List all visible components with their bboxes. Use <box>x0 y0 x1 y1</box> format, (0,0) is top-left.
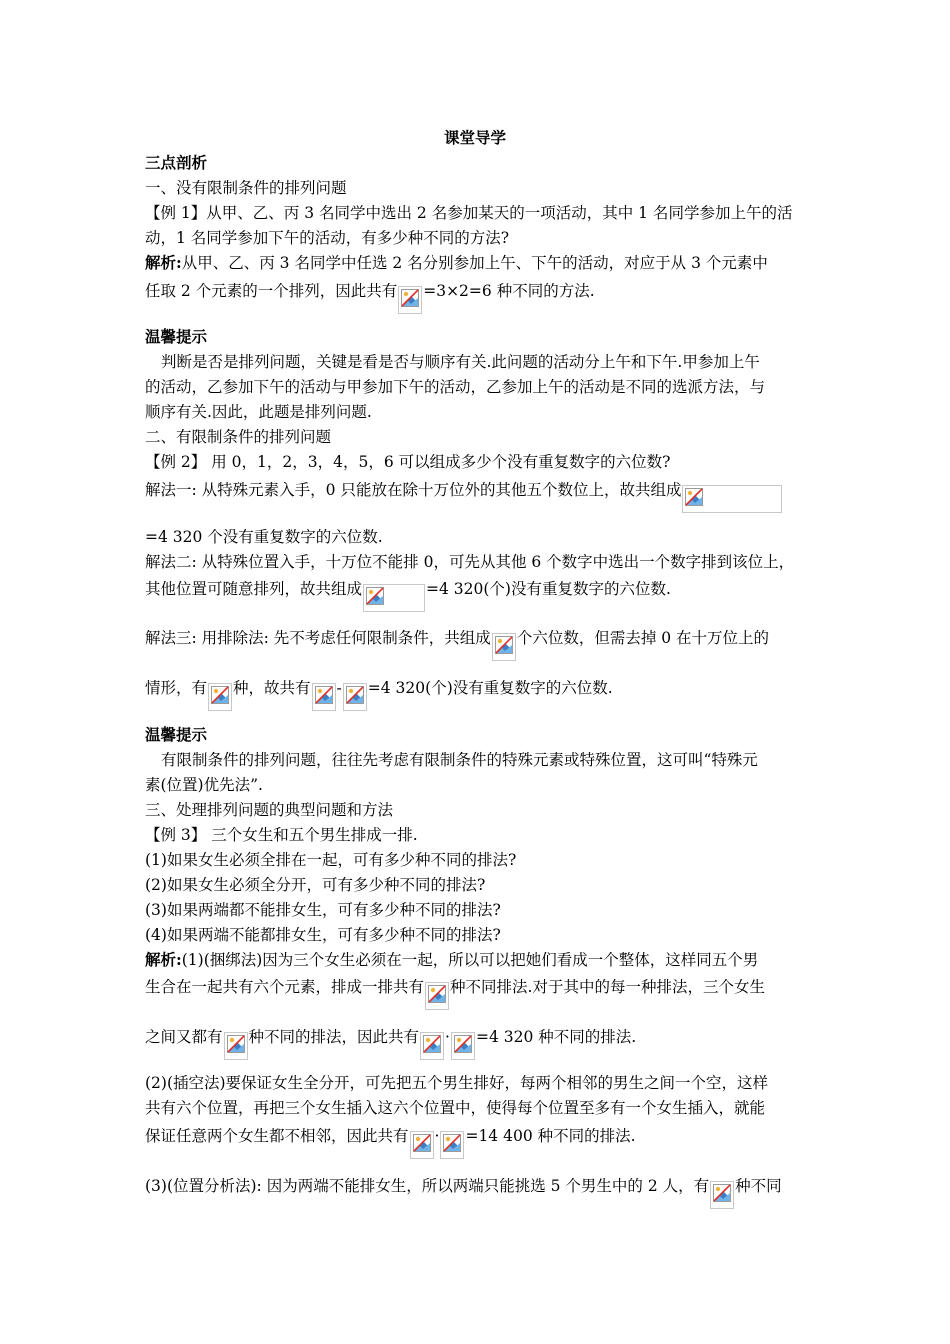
broken-image-icon <box>425 982 449 1010</box>
broken-image-icon <box>398 286 422 314</box>
solution-label: 解析: <box>145 950 182 969</box>
example-1-solution-line-1: 解析:从甲、乙、丙 3 名同学中任选 2 名分别参加上午、下午的活动，对应于从 3 个元素中 <box>145 253 768 272</box>
broken-image-icon <box>420 1032 444 1060</box>
broken-image-icon <box>343 683 367 711</box>
broken-image-icon <box>410 1131 434 1159</box>
method-3-line-2: 情形，有 种，故共有 - =4 320(个)没有重复数字的六位数. <box>145 678 613 711</box>
page-title: 课堂导学 <box>443 128 506 147</box>
solution-2-line-2: 共有六个位置，再把三个女生插入这六个位置中，使得每个位置至多有一个女生插入，就能 <box>145 1099 766 1117</box>
solution-label: 解析: <box>145 253 182 272</box>
broken-image-icon <box>492 633 516 661</box>
example-1-line-2: 动，1 名同学参加下午的活动，有多少种不同的方法? <box>145 229 510 247</box>
example-1-solution-line-2: 任取 2 个元素的一个排列，因此共有 =3×2=6 种不同的方法. <box>145 281 595 314</box>
question-1: (1)如果女生必须全排在一起，可有多少种不同的排法? <box>145 851 517 869</box>
solution-1-line-3: 之间又都有 种不同的排法，因此共有 · =4 320 种不同的排法. <box>145 1027 636 1060</box>
solution-1-line-1: 解析:(1)(捆绑法)因为三个女生必须在一起，所以可以把她们看成一个整体，这样同五个男 <box>145 950 759 969</box>
broken-image-icon <box>710 1181 734 1209</box>
tip-heading-2: 温馨提示 <box>145 725 208 744</box>
section-heading-sandian: 三点剖析 <box>145 153 208 172</box>
solution-2-line-1: (2)(插空法)要保证女生全分开，可先把五个男生排好，每两个相邻的男生之间一个空，这样 <box>145 1074 769 1092</box>
tip-heading-1: 温馨提示 <box>145 327 208 346</box>
method-1-line-1: 解法一: 从特殊元素入手，0 只能放在除十万位外的其他五个数位上，故共组成 <box>145 480 783 513</box>
section-heading-3: 三、处理排列问题的典型问题和方法 <box>145 801 394 819</box>
method-2-line-1: 解法二: 从特殊位置入手，十万位不能排 0，可先从其他 6 个数字中选出一个数字排到该位上， <box>145 553 795 571</box>
tip-1-line-3: 顺序有关.因此，此题是排列问题. <box>145 403 372 421</box>
broken-image-icon <box>682 485 782 513</box>
broken-image-icon <box>451 1032 475 1060</box>
solution-3-line-1: (3)(位置分析法): 因为两端不能排女生，所以两端只能挑选 5 个男生中的 2 人，有 种不同 <box>145 1176 782 1209</box>
question-3: (3)如果两端都不能排女生，可有多少种不同的排法? <box>145 901 501 919</box>
tip-1-line-2: 的活动，乙参加下午的活动与甲参加下午的活动，乙参加上午的活动是不同的选派方法，与 <box>145 378 766 396</box>
broken-image-icon <box>312 683 336 711</box>
section-heading-2: 二、有限制条件的排列问题 <box>145 428 332 446</box>
broken-image-icon <box>440 1131 464 1159</box>
example-1-line-1: 【例 1】从甲、乙、丙 3 名同学中选出 2 名参加某天的一项活动，其中 1 名同学参加上午的活 <box>145 204 793 222</box>
tip-1-line-1: 判断是否是排列问题，关键是看是否与顺序有关.此问题的活动分上午和下午.甲参加上午 <box>161 353 760 371</box>
broken-image-icon <box>224 1032 248 1060</box>
solution-2-line-3: 保证任意两个女生都不相邻，因此共有 · =14 400 种不同的排法. <box>145 1126 636 1159</box>
question-4: (4)如果两端不能都排女生，可有多少种不同的排法? <box>145 926 501 944</box>
example-2: 【例 2】 用 0，1，2，3，4，5，6 可以组成多少个没有重复数字的六位数? <box>145 453 671 471</box>
method-3-line-1: 解法三: 用排除法: 先不考虑任何限制条件，共组成 个六位数，但需去掉 0 在十万位上的 <box>145 628 769 661</box>
question-2: (2)如果女生必须全分开，可有多少种不同的排法? <box>145 876 486 894</box>
method-1-line-2: =4 320 个没有重复数字的六位数. <box>145 528 383 546</box>
tip-2-line-2: 素(位置)优先法”. <box>145 776 263 794</box>
method-2-line-2: 其他位置可随意排列，故共组成 =4 320(个)没有重复数字的六位数. <box>145 579 671 612</box>
broken-image-icon <box>208 683 232 711</box>
example-3: 【例 3】 三个女生和五个男生排成一排. <box>145 826 418 844</box>
tip-2-line-1: 有限制条件的排列问题，往往先考虑有限制条件的特殊元素或特殊位置，这可叫“特殊元 <box>161 751 758 769</box>
section-heading-1: 一、没有限制条件的排列问题 <box>145 179 347 197</box>
broken-image-icon <box>363 584 425 612</box>
solution-1-line-2: 生合在一起共有六个元素，排成一排共有 种不同排法.对于其中的每一种排法，三个女生 <box>145 977 765 1010</box>
